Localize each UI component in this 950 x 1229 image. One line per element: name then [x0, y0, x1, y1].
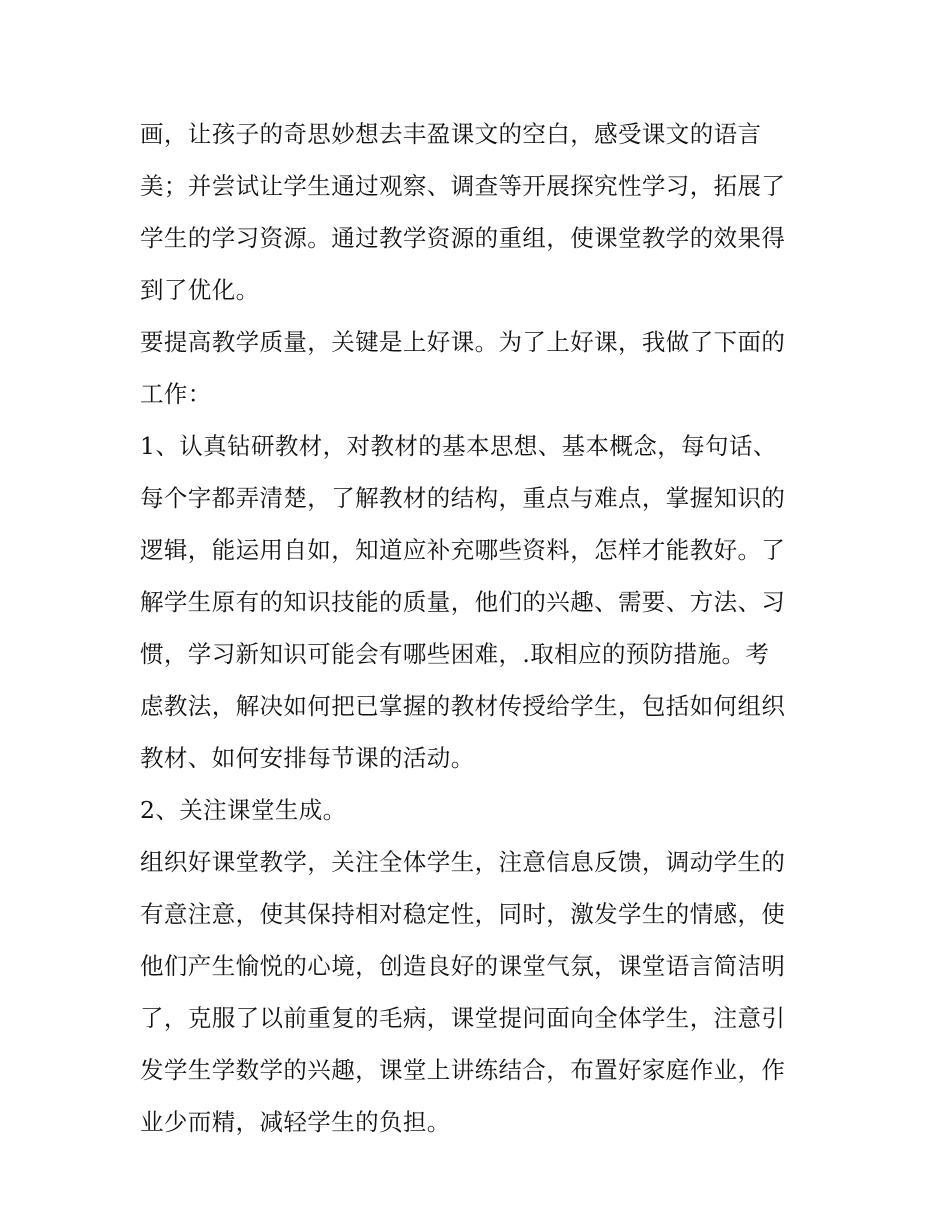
text-line: 虑教法，解决如何把已掌握的教材传授给学生，包括如何组织	[140, 692, 786, 720]
text-line: 美；并尝试让学生通过观察、调查等开展探究性学习，拓展了	[140, 172, 786, 200]
text-line: 业少而精，减轻学生的负担。	[140, 1108, 451, 1136]
text-line: 解学生原有的知识技能的质量，他们的兴趣、需要、方法、习	[140, 588, 786, 616]
text-line: 要提高教学质量，关键是上好课。为了上好课，我做了下面的	[140, 328, 786, 356]
text-line: 1、认真钻研教材，对教材的基本思想、基本概念，每句话、	[140, 432, 777, 460]
text-line: 每个字都弄清楚，了解教材的结构，重点与难点，掌握知识的	[140, 484, 786, 512]
text-line: 他们产生愉悦的心境，创造良好的课堂气氛，课堂语言简洁明	[140, 952, 786, 980]
text-line: 到了优化。	[140, 276, 260, 304]
document-body	[140, 108, 816, 1148]
text-line: 教材、如何安排每节课的活动。	[140, 744, 475, 772]
text-line: 工作：	[140, 380, 212, 408]
text-line: 画，让孩子的奇思妙想去丰盈课文的空白，感受课文的语言	[140, 120, 762, 148]
text-line: 有意注意，使其保持相对稳定性，同时，激发学生的情感，使	[140, 900, 786, 928]
text-line: 逻辑，能运用自如，知道应补充哪些资料，怎样才能教好。了	[140, 536, 786, 564]
text-line: 学生的学习资源。通过教学资源的重组，使课堂教学的效果得	[140, 224, 786, 252]
text-line: 组织好课堂教学，关注全体学生，注意信息反馈，调动学生的	[140, 848, 786, 876]
text-line: 2、关注课堂生成。	[140, 796, 347, 824]
text-line: 惯，学习新知识可能会有哪些困难，.取相应的预防措施。考	[140, 640, 770, 668]
text-line: 发学生学数学的兴趣，课堂上讲练结合，布置好家庭作业，作	[140, 1056, 786, 1084]
text-line: 了，克服了以前重复的毛病，课堂提问面向全体学生，注意引	[140, 1004, 786, 1032]
